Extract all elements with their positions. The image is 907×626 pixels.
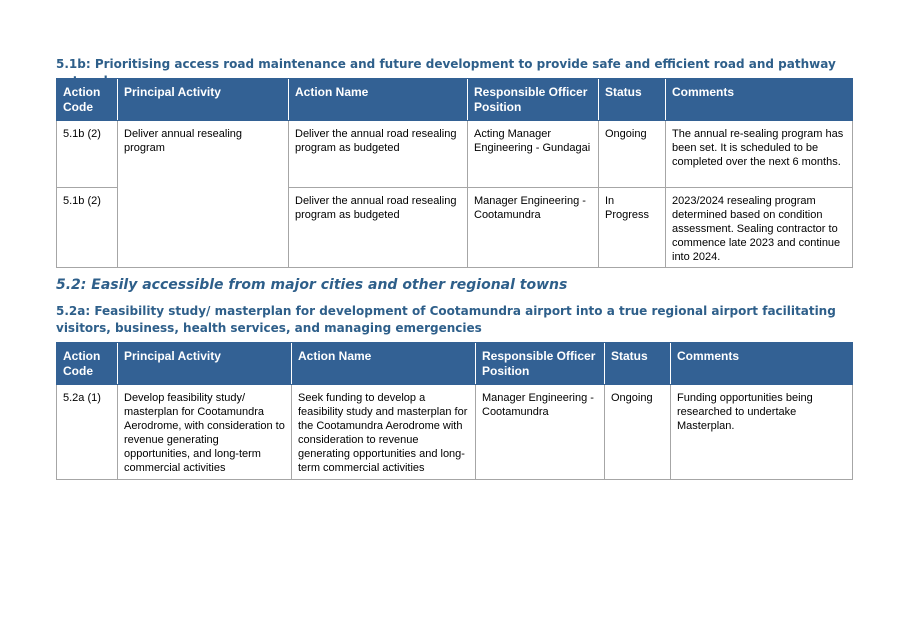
cell-principal-activity: Deliver annual resealing program — [118, 121, 289, 268]
cell-status: Ongoing — [599, 121, 666, 188]
column-header-status: Status — [599, 79, 666, 121]
action-table-5-1b — [56, 78, 853, 268]
column-header-responsible-officer: Responsible Officer Position — [476, 343, 605, 385]
cell-responsible-officer: Manager Engineering - Cootamundra — [468, 188, 599, 268]
cell-comments: Funding opportunities being researched to undertake Masterplan. — [671, 385, 853, 480]
cell-principal-activity: Develop feasibility study/ masterplan for Cootamundra Aerodrome, with consideration to revenue generating opportunities, and long-term commercial activities — [118, 385, 292, 480]
column-header-action-code: Action Code — [57, 79, 118, 121]
section-heading-5-2: 5.2: Easily accessible from major cities and other regional towns — [56, 277, 568, 293]
column-header-action-name: Action Name — [289, 79, 468, 121]
cell-status: Ongoing — [605, 385, 671, 480]
cell-responsible-officer: Manager Engineering - Cootamundra — [476, 385, 605, 480]
column-header-action-code: Action Code — [57, 343, 118, 385]
column-header-principal-activity: Principal Activity — [118, 79, 289, 121]
column-header-status: Status — [605, 343, 671, 385]
table-row — [57, 121, 853, 188]
section-heading-5-1b: 5.1b: Prioritising access road maintenance and future development to provide safe and efficient road and pathway — [56, 57, 836, 71]
column-header-comments: Comments — [666, 79, 853, 121]
cell-comments: The annual re-sealing program has been set. It is scheduled to be completed over the next 6 months. — [666, 121, 853, 188]
cell-action-name: Deliver the annual road resealing program as budgeted — [289, 188, 468, 268]
column-header-responsible-officer: Responsible Officer Position — [468, 79, 599, 121]
cell-status: In Progress — [599, 188, 666, 268]
action-table-5-2a — [56, 342, 853, 480]
column-header-action-name: Action Name — [292, 343, 476, 385]
column-header-comments: Comments — [671, 343, 853, 385]
column-header-principal-activity: Principal Activity — [118, 343, 292, 385]
cell-responsible-officer: Acting Manager Engineering - Gundagai — [468, 121, 599, 188]
cell-action-name: Deliver the annual road resealing program as budgeted — [289, 121, 468, 188]
cell-action-name: Seek funding to develop a feasibility study and masterplan for the Cootamundra Aerodrome with consideration to revenue generating opportunities and long-term commercial activities — [292, 385, 476, 480]
table-header-row — [57, 343, 853, 385]
cell-action-code: 5.1b (2) — [57, 188, 118, 268]
table-row — [57, 385, 853, 480]
table-header-row — [57, 79, 853, 121]
section-heading-5-2a: 5.2a: Feasibility study/ masterplan for development of Cootamundra airport into a true regional airport facilitating visitors, business, health services, and managing emergencies — [56, 304, 836, 335]
cell-action-code: 5.2a (1) — [57, 385, 118, 480]
cell-comments: 2023/2024 resealing program determined based on condition assessment. Sealing contractor to commence late 2023 and continue into 2024. — [666, 188, 853, 268]
cell-action-code: 5.1b (2) — [57, 121, 118, 188]
